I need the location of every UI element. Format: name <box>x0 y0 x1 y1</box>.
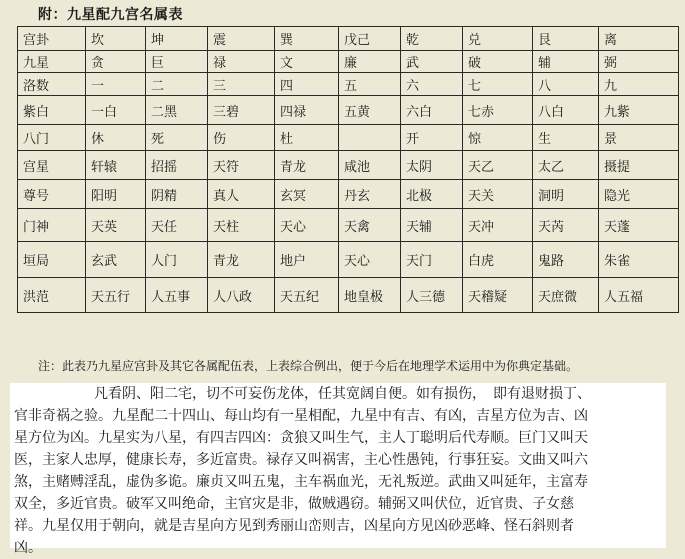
table-cell: 二 <box>146 73 208 96</box>
table-cell: 坤 <box>146 27 208 51</box>
table-cell: 玄武 <box>86 242 146 278</box>
row-header-cell: 宫星 <box>18 151 86 180</box>
table-cell: 戊己 <box>339 27 401 51</box>
row-header-cell: 尊号 <box>18 180 86 209</box>
table-cell: 乾 <box>401 27 463 51</box>
table-cell: 鬼路 <box>533 242 599 278</box>
table-row <box>18 73 679 96</box>
table-cell: 破 <box>463 51 533 73</box>
table-cell: 一 <box>86 73 146 96</box>
table-cell: 四 <box>275 73 339 96</box>
table-cell: 白虎 <box>463 242 533 278</box>
table-cell: 阳明 <box>86 180 146 209</box>
table-cell: 三 <box>208 73 275 96</box>
table-cell <box>339 125 401 151</box>
table-cell: 五 <box>339 73 401 96</box>
table-cell: 天冲 <box>463 209 533 242</box>
table-row <box>18 125 679 151</box>
table-cell: 惊 <box>463 125 533 151</box>
table-cell: 七 <box>463 73 533 96</box>
table-row <box>18 180 679 209</box>
table-cell: 天符 <box>208 151 275 180</box>
table-cell: 天任 <box>146 209 208 242</box>
table-cell: 坎 <box>86 27 146 51</box>
table-cell: 天英 <box>86 209 146 242</box>
table-cell: 天五纪 <box>275 278 339 313</box>
table-cell: 四禄 <box>275 96 339 125</box>
table-cell: 天柱 <box>208 209 275 242</box>
table-cell: 天五行 <box>86 278 146 313</box>
table-cell: 招摇 <box>146 151 208 180</box>
table-cell: 九 <box>599 73 679 96</box>
table-cell: 人八政 <box>208 278 275 313</box>
table-cell: 天关 <box>463 180 533 209</box>
table-cell: 武 <box>401 51 463 73</box>
row-header-cell: 宫卦 <box>18 27 86 51</box>
table-cell: 地皇极 <box>339 278 401 313</box>
table-row <box>18 27 679 51</box>
table-cell: 贪 <box>86 51 146 73</box>
table-cell: 天蓬 <box>599 209 679 242</box>
table-cell: 伤 <box>208 125 275 151</box>
table-cell: 阴精 <box>146 180 208 209</box>
row-header-cell: 门神 <box>18 209 86 242</box>
paragraph-line: 凶。 <box>14 540 42 556</box>
table-cell: 玄冥 <box>275 180 339 209</box>
table-cell: 巨 <box>146 51 208 73</box>
table-cell: 摄提 <box>599 151 679 180</box>
table-cell: 六白 <box>401 96 463 125</box>
table-cell: 隐光 <box>599 180 679 209</box>
table-cell: 一白 <box>86 96 146 125</box>
table-cell: 天门 <box>401 242 463 278</box>
table-cell: 轩辕 <box>86 151 146 180</box>
table-cell: 死 <box>146 125 208 151</box>
table-cell: 天辅 <box>401 209 463 242</box>
row-header-cell: 八门 <box>18 125 86 151</box>
paragraph-line: 医，主家人忠厚，健康长寿，多近富贵。禄存又叫祸害，主心性愚钝，行事狂妄。文曲又叫六 <box>14 452 588 468</box>
table-cell: 太乙 <box>533 151 599 180</box>
table-cell: 八 <box>533 73 599 96</box>
table-cell: 二黑 <box>146 96 208 125</box>
table-cell: 六 <box>401 73 463 96</box>
table-row <box>18 151 679 180</box>
table-cell: 人三德 <box>401 278 463 313</box>
table-cell: 太阴 <box>401 151 463 180</box>
table-cell: 杜 <box>275 125 339 151</box>
table-cell: 真人 <box>208 180 275 209</box>
table-cell: 天心 <box>275 209 339 242</box>
table-cell: 八白 <box>533 96 599 125</box>
paragraph-line: 星方位为凶。九星实为八星，有四吉四凶：贪狼又叫生气，主人丁聪明后代寿顺。巨门又叫天 <box>14 430 588 446</box>
table-cell: 辅 <box>533 51 599 73</box>
paragraph-line: 煞，主赌赙淫乱，虚伪多诡。廉贞又叫五鬼，主车祸血光，无礼叛逆。武曲又叫延年，主富寿 <box>14 474 588 490</box>
paragraph-line: 双全，多近官贵。破军又叫绝命，主官灾是非，做贼遇窃。辅弼又叫伏位，近官贵、子女慈 <box>14 496 574 512</box>
table-cell: 巽 <box>275 27 339 51</box>
nine-star-table <box>17 26 679 313</box>
table-row <box>18 242 679 278</box>
table-body <box>18 27 679 313</box>
table-cell: 天心 <box>339 242 401 278</box>
table-cell: 景 <box>599 125 679 151</box>
table-cell: 北极 <box>401 180 463 209</box>
table-cell: 休 <box>86 125 146 151</box>
table-cell: 文 <box>275 51 339 73</box>
row-header-cell: 洪范 <box>18 278 86 313</box>
body-paragraph <box>10 383 666 556</box>
row-header-cell: 九星 <box>18 51 86 73</box>
table-cell: 七赤 <box>463 96 533 125</box>
table-cell: 弼 <box>599 51 679 73</box>
table-note: 注：此表乃九星应宫卦及其它各属配伍表，上表综合例出，便于今后在地理学术运用中为你典定基础。 <box>38 359 579 373</box>
table-cell: 天禽 <box>339 209 401 242</box>
table-cell: 禄 <box>208 51 275 73</box>
row-header-cell: 紫白 <box>18 96 86 125</box>
table-cell: 天芮 <box>533 209 599 242</box>
table-cell: 天庶微 <box>533 278 599 313</box>
table-cell: 天稽疑 <box>463 278 533 313</box>
row-header-cell: 洛数 <box>18 73 86 96</box>
table-cell: 震 <box>208 27 275 51</box>
table-cell: 人门 <box>146 242 208 278</box>
table-cell: 三碧 <box>208 96 275 125</box>
table-cell: 丹玄 <box>339 180 401 209</box>
table-cell: 开 <box>401 125 463 151</box>
table-cell: 兑 <box>463 27 533 51</box>
table-cell: 青龙 <box>275 151 339 180</box>
table-cell: 艮 <box>533 27 599 51</box>
table-cell: 九紫 <box>599 96 679 125</box>
table-cell: 天乙 <box>463 151 533 180</box>
paragraph-line: 官非奇祸之验。九星配二十四山、每山均有一星相配，九星中有吉、有凶，吉星方位为吉、凶 <box>14 408 588 424</box>
table-row <box>18 96 679 125</box>
table-row <box>18 209 679 242</box>
table-cell: 廉 <box>339 51 401 73</box>
table-cell: 地户 <box>275 242 339 278</box>
table-cell: 青龙 <box>208 242 275 278</box>
table-cell: 离 <box>599 27 679 51</box>
table-row <box>18 51 679 73</box>
paragraph-line: 凡看阴、阳二宅，切不可妄伤龙体，任其宽阔自便。如有损伤， 即有退财损丁、 <box>94 386 591 402</box>
table-cell: 咸池 <box>339 151 401 180</box>
table-title: 附：九星配九宫名属表 <box>38 7 183 23</box>
table-cell: 人五福 <box>599 278 679 313</box>
table-cell: 生 <box>533 125 599 151</box>
table-cell: 五黄 <box>339 96 401 125</box>
table-cell: 朱雀 <box>599 242 679 278</box>
table-row <box>18 278 679 313</box>
table-cell: 洞明 <box>533 180 599 209</box>
table-cell: 人五事 <box>146 278 208 313</box>
row-header-cell: 垣局 <box>18 242 86 278</box>
paragraph-line: 祥。九星仅用于朝向，就是吉星向方见到秀丽山峦则吉，凶星向方见凶砂恶峰、怪石斜则者 <box>14 518 574 534</box>
